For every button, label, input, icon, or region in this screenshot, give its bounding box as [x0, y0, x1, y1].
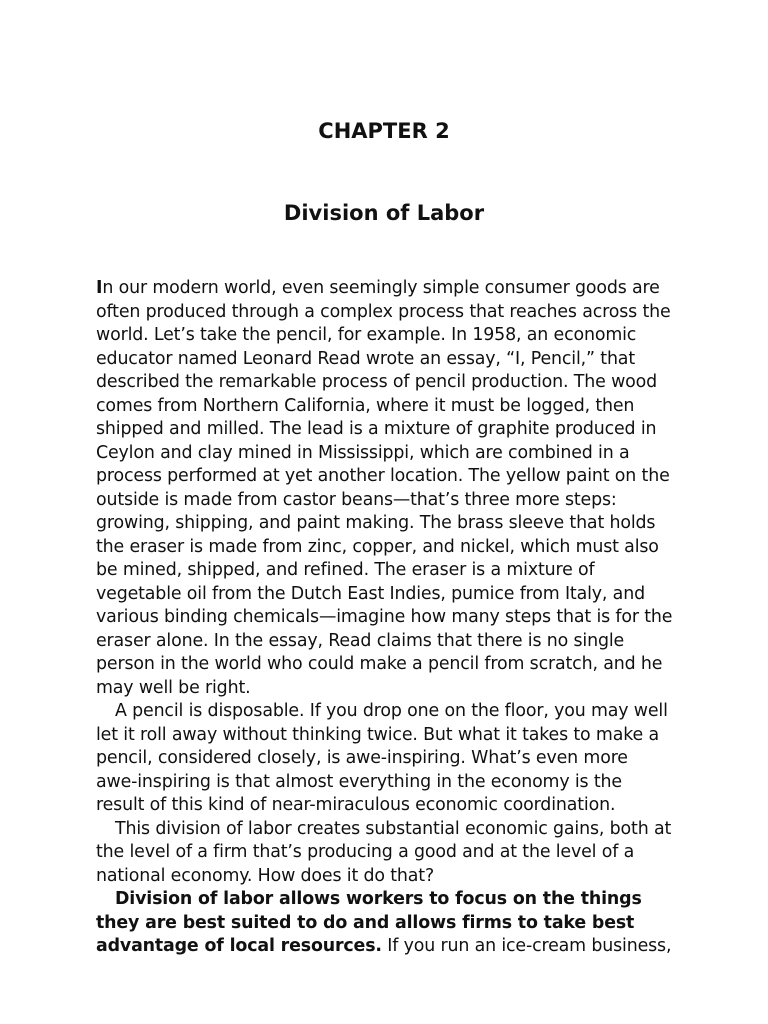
chapter-body: [96, 277, 674, 959]
chapter-title: Division of Labor: [283, 201, 485, 225]
chapter-number: CHAPTER 2: [318, 119, 450, 143]
drop-cap-letter: I: [96, 278, 103, 298]
paragraph-3: This division of labor creates substantial economic gains, both at the level of a firm that’s producing a good and at the level of a national economy. How does it do that?: [96, 818, 672, 886]
paragraph-4: [96, 888, 674, 959]
paragraph-2: A pencil is disposable. If you drop one on the floor, you may well let it roll away without thinking twice. But what it takes to make a pencil, considered closely, is awe-inspiring. What’s even more awe-inspiring is that almost everything in the economy is the result of this kind of near-miraculous economic coordination.: [96, 701, 668, 815]
paragraph-4-text: If you run an ice-cream business,: [381, 936, 672, 956]
paragraph-1-text: n our modern world, even seemingly simple consumer goods are often produced through a complex process that reaches across the world. Let’s take the pencil, for example. In 1958, an economic educator named Leonard Read wrote an essay, “I, Pencil,” that described the remarkable process of pencil production. The wood comes from Northern California, where it must be logged, then shipped and milled. The lead is a mixture of graphite produced in Ceylon and clay mined in Mississippi, which are combined in a process performed at yet another location. The yellow paint on the outside is made from castor beans—that’s three more steps: growing, shipping, and paint making. The brass sleeve that holds the eraser is made from zinc, copper, and nickel, which must also be mined, shipped, and refined. The eraser is a mixture of vegetable oil from the Dutch East Indies, pumice from Italy, and various binding chemicals—imagine how many steps that is for the eraser alone. In the essay, Read claims that there is no single person in the world who could make a pencil from scratch, and he may well be right.: [96, 278, 673, 698]
bold-key-point: Division of labor allows workers to focus on the things they are best suited to do and allows firms to take best advantage of local resources.: [96, 889, 642, 956]
paragraph-1: [96, 277, 674, 700]
